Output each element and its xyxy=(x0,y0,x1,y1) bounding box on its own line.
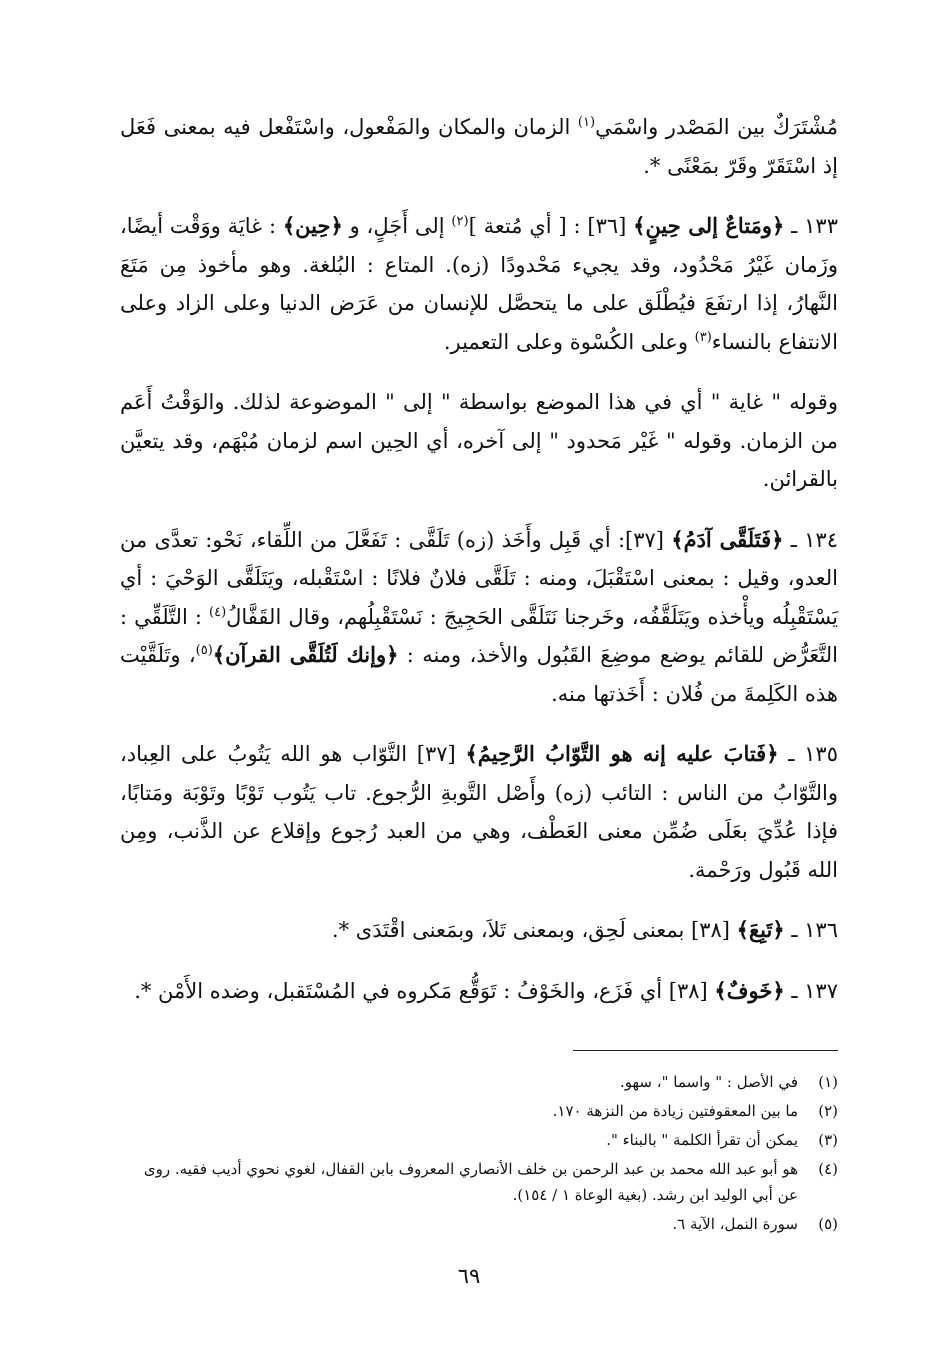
paragraph-p-135 xyxy=(120,735,838,889)
quran-citation: ﴿فَتَلَقَّى آدَمُ﴾ xyxy=(671,526,784,552)
text-run: : التَّلَقِّي : التَّعَرُّض للقائم يوضع موضِعَ القَبُول والأخذ، ومنه : xyxy=(120,604,838,667)
footnote-text: ما بين المعقوفتين زيادة من النزهة ١٧٠. xyxy=(552,1102,798,1120)
footnote-ref: (٢) xyxy=(451,214,469,229)
footnote-ref: (٤) xyxy=(209,604,227,620)
footnote-ref: (٣) xyxy=(694,329,712,345)
footnote xyxy=(120,1127,838,1153)
footnote-list xyxy=(120,1069,838,1237)
quran-citation: ﴿ومَتاعٌ إلى حِينٍ﴾ xyxy=(633,213,785,238)
footnote-text: يمكن أن تقرأ الكلمة " بالبناء ". xyxy=(606,1131,798,1149)
text-run: إلى أَجَلٍ، و xyxy=(342,214,452,238)
text-run: ١٣٥ ـ xyxy=(778,742,838,766)
text-run: ١٣٧ ـ xyxy=(784,978,838,1003)
paragraph-p-136 xyxy=(120,911,838,950)
text-run: وقوله " غاية " أي في هذا الموضع بواسطة " إلى " الموضوعة لذلك. والوَقْتُ أَعَم من الزمان. وقوله " غَيْر مَحدود " إلى آخره، أي الحِين اسم لزمان مُبْهَم، وقد يتعيَّن بالقرائن. xyxy=(120,390,838,491)
footnote-number: (١) xyxy=(818,1073,838,1091)
text-run: ١٣٤ ـ xyxy=(783,527,838,552)
footnote-divider xyxy=(573,1050,838,1051)
footnote-number: (٥) xyxy=(818,1215,838,1233)
text-run: [٣٧]: أي قَبِل وأَخَذ (زه) تَلَقَّى : تَفَعَّلَ من اللِّقاء، نَحْو: تعدَّى من العدو، وقيل : بمعنى اسْتَقْبَلَ، ومنه : تَلَقَّى فلانٌ فلانًا : اسْتَقْبله، ويَتَلَقَّى الوَحْيَ : أي يَسْتَقْبِلُه ويأْخذه ويَتَلَقَّفُه، وخَرجنا نَتَلَقَّى الحَجِيجَ : نَسْتَقْبِلُهم، وقال القَفَّالُ xyxy=(120,527,838,629)
text-run: [٣٦] : [ أي مُتعة ] xyxy=(468,214,634,238)
text-run: مُشْتَرَكٌ بين المَصْدر واسْمَي xyxy=(595,115,838,139)
paragraph-p-133 xyxy=(120,207,838,361)
footnote-number: (٣) xyxy=(818,1131,838,1149)
page-number: ٦٩ xyxy=(457,1264,481,1288)
main-text xyxy=(120,108,838,1032)
text-run: [٣٧] التَّوّاب هو الله يَتُوبُ على العِباد، والتَّوّابُ من الناس : التائب (زه) وأَصْل التَّوبةِ الرُّجوع. تاب يَتُوب تَوْبًا وتَوْبَة ومَتابًا، فإذا عُدِّيَ بعَلَى ضُمِّن معنى العَطْف، وهي من العبد رُجوع وإقلاع عن الذَّنب، ومِن الله قَبُول ورَحْمة. xyxy=(120,742,838,882)
footnotes-section xyxy=(120,1050,838,1240)
footnote xyxy=(120,1211,838,1237)
quran-citation: ﴿تَبِعَ﴾ xyxy=(736,917,785,942)
footnote-number: (٤) xyxy=(818,1160,838,1178)
footnote-ref: (١) xyxy=(577,115,596,130)
footnote-text: سورة النمل، الآية ٦. xyxy=(672,1215,798,1233)
text-run: [٣٨] بمعنى لَحِق، وبمعنى تَلاَ، وبمَعنى اقْتَدَى *. xyxy=(331,918,737,942)
text-run: ، وتَلَقَّيْت هذه الكَلِمةَ من فُلان : أَخَذتها منه. xyxy=(120,643,838,706)
footnote xyxy=(120,1098,838,1124)
text-run: [٣٨] أي فَزَع، والخَوْفُ : تَوَقُّع مَكروه في المُسْتَقبل، وضده الأَمْن *. xyxy=(134,978,715,1003)
text-run: وعلى الكُسْوة وعلى التعمير. xyxy=(443,329,695,354)
quran-citation: ﴿فَتابَ عليه إنه هو التَّوّابُ الرَّحِيمُ﴾ xyxy=(465,741,779,766)
footnote-number: (٢) xyxy=(818,1102,838,1120)
paragraph-p-qawluh xyxy=(120,383,838,499)
text-run: ١٣٦ ـ xyxy=(784,918,838,942)
paragraph-p-137 xyxy=(120,972,838,1011)
footnote-text: هو أبو عبد الله محمد بن عبد الرحمن بن خلف الأنصاري المعروف بابن القفال، لغوي نحوي أديب فقيه. روى عن أبي الوليد ابن رشد. (بغية الوعاة ١ / ١٥٤). xyxy=(143,1160,798,1204)
footnote xyxy=(120,1069,838,1095)
quran-citation: ﴿وإنك لَتُلَقَّى القرآن﴾ xyxy=(212,642,399,667)
quran-citation: ﴿خَوفٌ﴾ xyxy=(714,977,785,1003)
text-run: : غايَة ووَقْت أيضًا، وزَمان غَيْرُ مَحْدُود، وقد يجيء مَحْدودًا (زه). المتاع : البُلغة. وهو مأخوذ مِن مَتَعَ النَّهارُ، إذا ارتفَعَ فيُطْلَق على ما يتحصَّل للإنسان من عَرَض الدنيا وعلى الزاد وعلى الانتفاع بالنساء xyxy=(120,214,838,354)
text-run: ١٣٣ ـ xyxy=(784,214,838,238)
quran-citation: ﴿حِين﴾ xyxy=(282,213,343,238)
footnote xyxy=(120,1156,838,1208)
footnote-ref: (٥) xyxy=(195,643,213,658)
paragraph-p-134 xyxy=(120,521,838,714)
paragraph-p-intro xyxy=(120,108,838,185)
footnote-text: في الأصل : " واسما "، سهو. xyxy=(619,1073,798,1091)
text-run: الزمان والمكان والمَفْعول، واسْتَفْعل فيه بمعنى فَعَل إذ اسْتَقَرّ وقَرّ بمَعْنًى *. xyxy=(120,115,838,178)
